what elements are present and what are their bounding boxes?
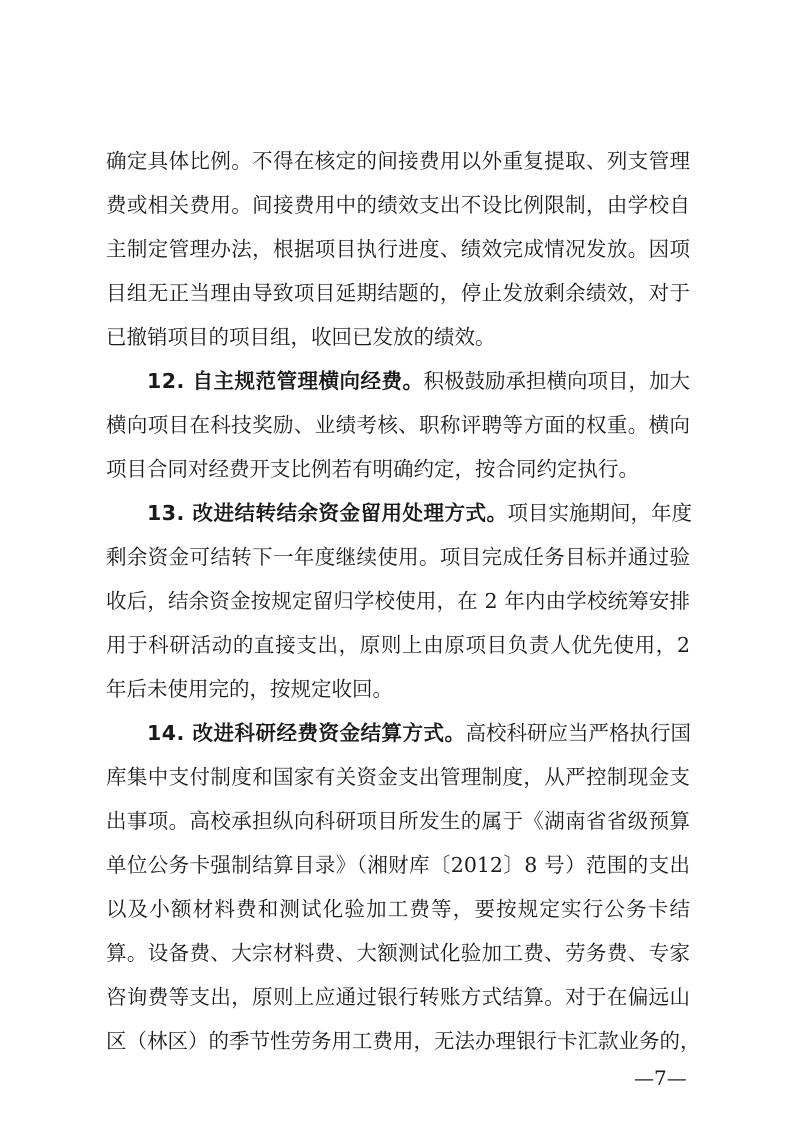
- section-14-heading: 14. 改进科研经费资金结算方式。: [147, 721, 466, 745]
- page-number: —7—: [634, 1066, 687, 1090]
- paragraph-line: 年后未使用完的，按规定收回。: [106, 677, 393, 701]
- paragraph-line: 确定具体比例。不得在核定的间接费用以外重复提取、列支管理: [106, 149, 690, 173]
- section-13-heading: 13. 改进结转结余资金留用处理方式。: [147, 501, 508, 525]
- paragraph-line: 咨询费等支出，原则上应通过银行转账方式结算。对于在偏远山: [106, 985, 690, 1009]
- paragraph-line: 区（林区）的季节性劳务用工费用，无法办理银行卡汇款业务的，: [106, 1029, 701, 1053]
- paragraph-line: 用于科研活动的直接支出，原则上由原项目负责人优先使用，2: [106, 633, 690, 657]
- paragraph-line: 库集中支付制度和国家有关资金支出管理制度，从严控制现金支: [106, 765, 690, 789]
- paragraph-line: 剩余资金可结转下一年度继续使用。项目完成任务目标并通过验: [106, 545, 690, 569]
- paragraph-line: 横向项目在科技奖励、业绩考核、职称评聘等方面的权重。横向: [106, 413, 690, 437]
- section-13-text: 项目实施期间，年度: [507, 501, 692, 525]
- section-14-first-line: [147, 719, 690, 747]
- paragraph-line: 收后，结余资金按规定留归学校使用，在 2 年内由学校统筹安排: [106, 589, 690, 613]
- paragraph-line: 目组无正当理由导致项目延期结题的，停止发放剩余绩效，对于: [106, 281, 690, 305]
- section-12-first-line: [147, 367, 690, 395]
- section-12-text: 积极鼓励承担横向项目，加大: [423, 369, 691, 393]
- paragraph-line: 以及小额材料费和测试化验加工费等，要按规定实行公务卡结: [106, 897, 690, 921]
- paragraph-line: 出事项。高校承担纵向科研项目所发生的属于《湖南省省级预算: [106, 809, 690, 833]
- paragraph-line: 单位公务卡强制结算目录》（湘财库〔2012〕8 号）范围的支出: [106, 853, 690, 877]
- paragraph-line: 费或相关费用。间接费用中的绩效支出不设比例限制，由学校自: [106, 193, 690, 217]
- paragraph-line: 项目合同对经费开支比例若有明确约定，按合同约定执行。: [106, 457, 639, 481]
- paragraph-line: 算。设备费、大宗材料费、大额测试化验加工费、劳务费、专家: [106, 941, 690, 965]
- section-14-text: 高校科研应当严格执行国: [465, 721, 691, 745]
- paragraph-line: 主制定管理办法，根据项目执行进度、绩效完成情况发放。因项: [106, 237, 690, 261]
- paragraph-line: 已撤销项目的项目组，收回已发放的绩效。: [106, 325, 496, 349]
- section-12-heading: 12. 自主规范管理横向经费。: [147, 369, 424, 393]
- section-13-first-line: [147, 499, 690, 527]
